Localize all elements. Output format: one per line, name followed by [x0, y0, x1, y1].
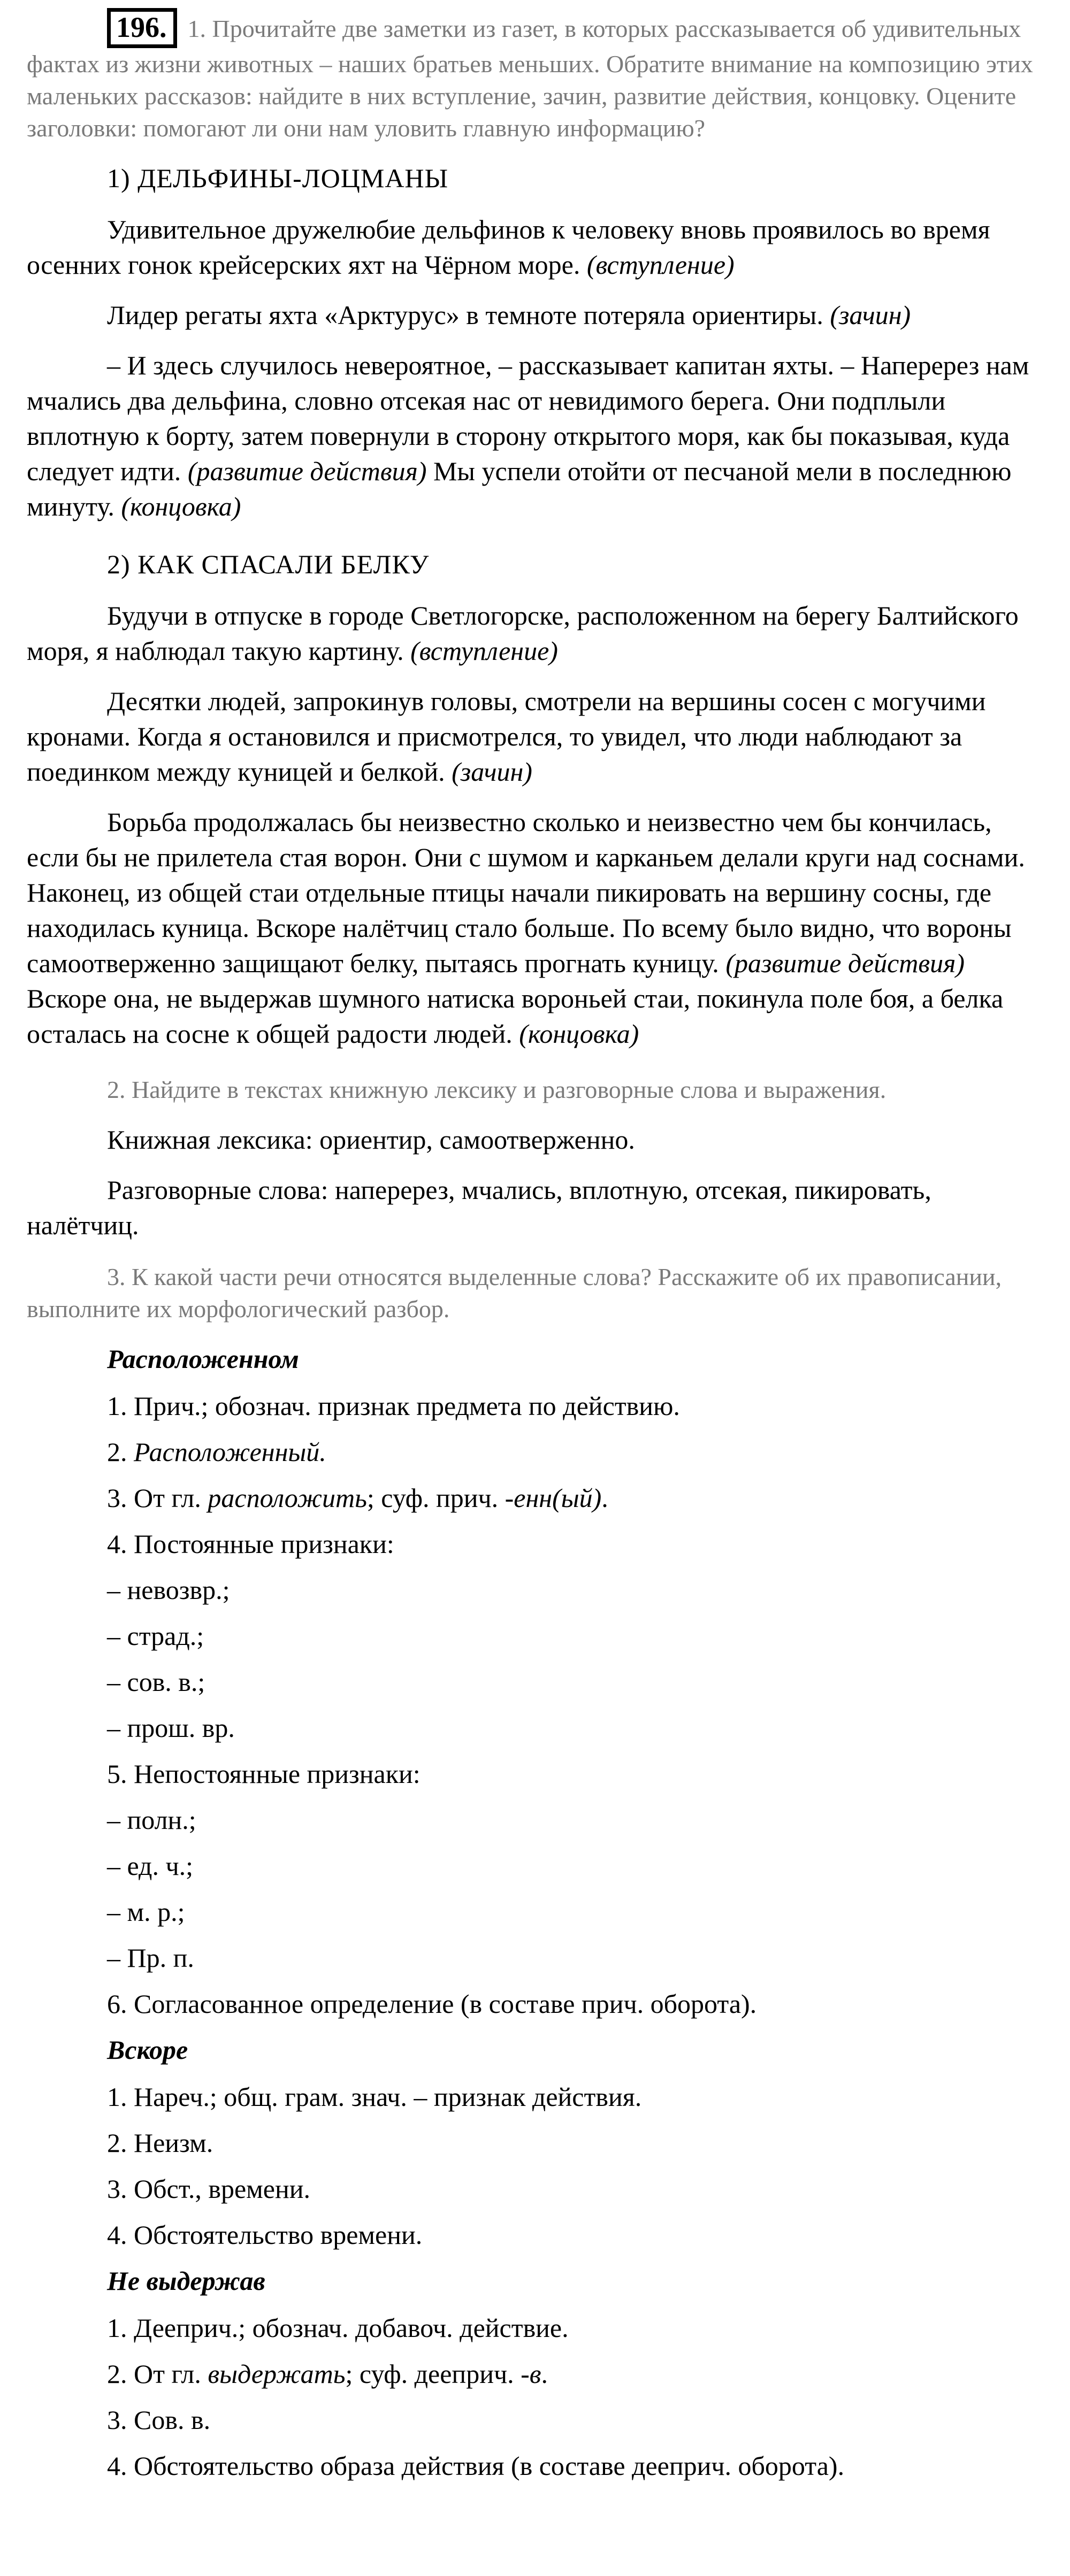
text-segment: Удивительное дружелюбие дельфинов к человеку вновь проявилось во время осенних гонок крейсерских яхт на Чёрном море. — [27, 214, 990, 280]
text-segment: – ед. ч.; — [107, 1850, 194, 1881]
text-segment: Лидер регаты яхта «Арктурус» в темноте потеряла ориентиры. — [107, 299, 830, 330]
analysis-item — [107, 1710, 1041, 1745]
analysis-item — [107, 2402, 1041, 2437]
italic-label: (вступление) — [586, 249, 735, 280]
task3-label: 3. К какой части речи относятся выделенные слова? Расскажите об их правописании, выполните их морфологический разбор. — [27, 1263, 1002, 1322]
analysis-item — [107, 1480, 1041, 1516]
italic-label: (развитие действия) — [725, 948, 965, 978]
text-segment: 3. Обст., времени. — [107, 2173, 310, 2204]
analysis-item — [107, 1894, 1041, 1929]
analysis-item — [107, 1526, 1041, 1562]
italic-label: выдержать — [208, 2358, 346, 2389]
analysis-item — [107, 1848, 1041, 1883]
analysis-item — [107, 1388, 1041, 1424]
analysis-item — [107, 1618, 1041, 1654]
text-segment: – И здесь случилось невероятное, – рассказывает капитан яхты. – Наперерез нам мчались два дельфина, словно отсекая нас от невидимого берега. Они подплыли вплотную к борту, затем повернули в сторону открытого моря, как бы показывая, куда следует идти. — [27, 350, 1029, 486]
story-paragraph — [27, 348, 1041, 524]
analysis-item — [107, 2125, 1041, 2160]
text-segment: – сов. в.; — [107, 1666, 205, 1697]
text-segment: Десятки людей, запрокинув головы, смотрели на вершины сосен с могучими кронами. Когда я остановился и присмотрелся, то увидел, что люди наблюдают за поединком между куницей и белкой. — [27, 686, 986, 787]
morphological-analysis — [27, 1341, 1041, 2483]
text-segment: 4. Обстоятельство времени. — [107, 2219, 423, 2250]
story-paragraph — [27, 804, 1041, 1051]
italic-label: (развитие действия) — [187, 456, 427, 486]
text-segment: 3. Сов. в. — [107, 2404, 211, 2435]
text-segment: – невозвр.; — [107, 1574, 230, 1605]
text-segment: 3. От гл. — [107, 1482, 208, 1513]
text-segment: 4. Постоянные признаки: — [107, 1528, 394, 1559]
italic-label: -енн(ый) — [505, 1482, 602, 1513]
analysis-item — [107, 2171, 1041, 2206]
story1-paragraphs — [27, 212, 1041, 524]
text-segment: . — [541, 2358, 548, 2389]
text-segment: ; суф. дееприч. — [345, 2358, 521, 2389]
text-segment: – прош. вр. — [107, 1712, 235, 1743]
italic-label: (вступление) — [410, 635, 558, 666]
text-segment: 1. Нареч.; общ. грам. знач. – признак действия. — [107, 2081, 642, 2112]
italic-label: -в — [521, 2358, 541, 2389]
text-segment: 4. Обстоятельство образа действия (в составе дееприч. оборота). — [107, 2450, 845, 2481]
analysis-item — [107, 1986, 1041, 2021]
story-paragraph — [27, 683, 1041, 789]
analysis-item — [107, 2079, 1041, 2114]
text-segment: – страд.; — [107, 1620, 204, 1651]
story2-paragraphs — [27, 598, 1041, 1051]
text-segment: – Пр. п. — [107, 1942, 194, 1973]
text-segment: 5. Непостоянные признаки: — [107, 1758, 421, 1789]
italic-label: Расположенный. — [134, 1436, 326, 1467]
text-segment: 1. Дееприч.; обознач. добавоч. действие. — [107, 2312, 569, 2343]
italic-label: (зачин) — [452, 756, 532, 787]
story2-title: 2) КАК СПАСАЛИ БЕЛКУ — [107, 549, 430, 579]
story1-title: 1) ДЕЛЬФИНЫ-ЛОЦМАНЫ — [107, 163, 449, 193]
analyzed-word-heading: Не выдержав — [107, 2265, 265, 2296]
text-segment: – м. р.; — [107, 1896, 185, 1927]
analysis-item — [107, 2310, 1041, 2346]
story-paragraph — [27, 297, 1041, 333]
task2-answer-colloquial-words: Разговорные слова: наперерез, мчались, вплотную, отсекая, пикировать, налётчиц. — [27, 1174, 931, 1240]
text-segment: 1. Прич.; обознач. признак предмета по действию. — [107, 1390, 680, 1421]
text-segment: Вскоре она, не выдержав шумного натиска вороньей стаи, покинула поле боя, а белка осталась на сосне к общей радости людей. — [27, 983, 1004, 1049]
analysis-item — [107, 1756, 1041, 1791]
analysis-item — [107, 2448, 1041, 2483]
analysis-item — [107, 1434, 1041, 1470]
text-segment: 2. От гл. — [107, 2358, 208, 2389]
analysis-item — [107, 1940, 1041, 1975]
italic-label: расположить — [208, 1482, 367, 1513]
story-paragraph — [27, 212, 1041, 282]
text-segment: 6. Согласованное определение (в составе прич. оборота). — [107, 1988, 757, 2019]
analysis-item — [107, 1802, 1041, 1837]
task2-label: 2. Найдите в текстах книжную лексику и разговорные слова и выражения. — [107, 1075, 886, 1103]
analyzed-word-heading: Вскоре — [107, 2034, 188, 2065]
text-segment: 2. Неизм. — [107, 2127, 213, 2158]
task1-text: 1. Прочитайте две заметки из газет, в которых рассказывается об удивительных фактах из жизни животных – наших братьев меньших. Обратите внимание на композицию этих маленьких рассказов: найдите в них вступление, зачин, развитие действия, концовку. Оцените заголовки: помогают ли они нам уловить главную информацию? — [27, 15, 1033, 142]
task1-paragraph — [27, 8, 1041, 144]
italic-label: (концовка) — [519, 1018, 639, 1049]
italic-label: (зачин) — [830, 299, 911, 330]
text-segment: ; суф. прич. — [366, 1482, 505, 1513]
exercise-number-box: 196. — [107, 8, 177, 48]
text-segment: . — [601, 1482, 608, 1513]
analysis-item — [107, 2217, 1041, 2252]
analysis-item — [107, 1664, 1041, 1700]
text-segment: Мы успели отойти от песчаной мели в последнюю минуту. — [27, 456, 1012, 521]
story-paragraph — [27, 598, 1041, 668]
text-segment: 2. — [107, 1436, 134, 1467]
text-segment: Будучи в отпуске в городе Светлогорске, расположенном на берегу Балтийского моря, я наблюдал такую картину. — [27, 600, 1019, 666]
text-segment: – полн.; — [107, 1804, 196, 1835]
analysis-item — [107, 2356, 1041, 2392]
task2-answer-book-lexis: Книжная лексика: ориентир, самоотверженно. — [107, 1124, 635, 1155]
text-segment: Борьба продолжалась бы неизвестно сколько и неизвестно чем бы кончилась, если бы не прилетела стая ворон. Они с шумом и карканьем делали круги над соснами. Наконец, из общей стаи отдельные птицы начали пикировать на вершину сосны, где находилась куница. Вскоре налётчиц стало больше. По всему было видно, что вороны самоотверженно защищают белку, пытаясь прогнать куницу. — [27, 806, 1025, 978]
italic-label: (концовка) — [121, 491, 241, 521]
analysis-item — [107, 1572, 1041, 1608]
analyzed-word-heading: Расположенном — [107, 1343, 299, 1374]
